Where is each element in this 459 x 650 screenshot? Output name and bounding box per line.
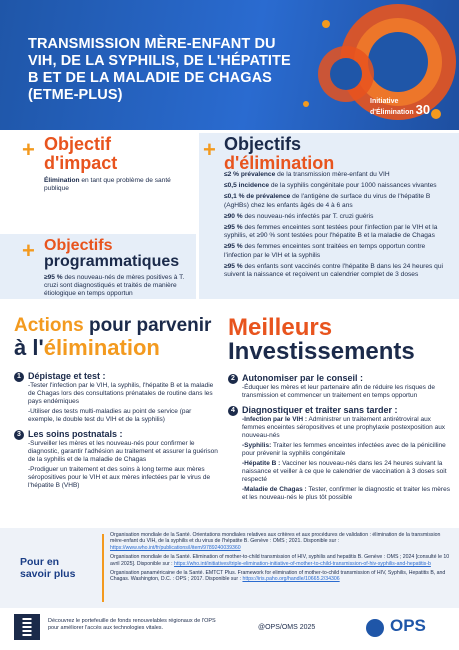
elimination-item xyxy=(224,263,449,279)
item-text: de la syphilis congénitale pour 1000 naissances vivantes xyxy=(269,182,437,190)
elimination-title: Objectifs d'élimination xyxy=(224,134,335,173)
screening-heading: 1 Dépistage et test : xyxy=(14,370,219,382)
item-bold: ≥95 % xyxy=(224,262,243,270)
reference-text: Organisation mondiale de la Santé. Orientations mondiales relatives aux critères et aux procédures de validation : élimination de la transmission mère-enfant du VIH, de la syphilis et du virus de l'hépatite B. Genève : OMS ; 2021. Disponible sur : xyxy=(110,532,441,545)
item-bold: -Maladie de Chagas : xyxy=(242,486,307,493)
reference-link[interactable]: https://who.int/initiatives/triple-elimination-initiative-of-mother-to-child-transmission-of-hiv-syphilis-and-hepatitis-b xyxy=(174,560,431,567)
postnatal-list xyxy=(28,440,219,490)
list-item: -Prodiguer un traitement et des soins à long terme aux mères séropositives pour le VIH et aux mères infectées par le virus de l'hépatite B (VHB) xyxy=(28,466,211,489)
actions-title: Actions pour parvenir xyxy=(14,315,212,336)
item-bold: ≥95 % xyxy=(224,243,243,251)
plus-icon: + xyxy=(203,137,216,162)
reference-text: Organisation mondiale de la Santé. Elimination of mother-to-child transmission of HIV, syphilis and hepatitis B. Genève : OMS ; 2024 [consulté le 10 avril 2025]. Disponible sur : xyxy=(110,554,450,567)
list-item xyxy=(242,416,453,440)
item-bold: -Infection par le VIH : xyxy=(242,416,308,423)
reference-item xyxy=(110,554,450,567)
badge-number: 30 xyxy=(415,102,431,117)
diagnose-list xyxy=(242,416,453,502)
actions-section: Actions pour parvenir à l'élimination 1 Dépistage et test : -Tester l'infection par le VIH, la syphilis, l'hépatite B et la maladie de Chagas lors des consultations prénatales de routine dans les pays endémiques -Utiliser des tests multi-maladies au point de service (par exemple, le double test du VIH et de la syphilis) 3 Les soins postnatals : -Surveiller les mères et les nouveau-nés pour confirmer le diagnostic, garantir l'adhésion au traitement et assurer la guérison de la syphilis et de la maladie de Chagas -Prodiguer un traitement et des soins à long terme aux mères séropositives pour le VIH et aux mères infectées par le virus de l'hépatite B (VHB) xyxy=(14,315,218,489)
list-item xyxy=(242,460,453,484)
copyright: @OPS/OMS 2025 xyxy=(258,624,316,631)
screening-list xyxy=(28,382,219,424)
reference-link[interactable]: https://www.who.int/fr/publications/i/item/9789240039360 xyxy=(110,544,241,551)
counseling-list xyxy=(242,384,453,400)
ops-logo[interactable]: OPS xyxy=(390,616,426,635)
item-text: Traiter les femmes enceintes infectées avec de la pénicilline pour prévenir la syphilis congénitale xyxy=(242,442,446,457)
globe-icon xyxy=(366,619,384,637)
reference-item xyxy=(110,570,450,583)
impact-objective-box xyxy=(0,133,196,231)
footer-text: Découvrez le portefeuille de fonds renouvelables régionaux de l'OPS pour améliorer l'accès aux technologies vitales. xyxy=(48,618,216,631)
programmatic-title: Objectifs programmatiques xyxy=(44,237,180,270)
references-list xyxy=(110,532,450,586)
page-title: TRANSMISSION MÈRE-ENFANT DU VIH, DE LA SYPHILIS, DE L'HÉPATITE B ET DE LA MALADIE DE CHAGAS (ETME-PLUS) xyxy=(28,36,291,103)
impact-title: Objectif d'impact xyxy=(44,134,118,173)
elimination-item xyxy=(224,213,449,221)
item-bold: ≤0,5 incidence xyxy=(224,182,270,190)
item-text: de la transmission mère-enfant du VIH xyxy=(275,171,390,178)
list-item xyxy=(242,486,453,502)
item-text: des enfants sont vaccinés contre l'hépatite B dans les 24 heures qui suivent la naissance et reçoivent un calendrier complet de 3 doses xyxy=(224,262,443,279)
header-banner xyxy=(0,0,459,130)
item-bold: ≤0,1 % de prévalence xyxy=(224,193,291,201)
list-item: -Tester l'infection par le VIH, la syphilis, l'hépatite B et la maladie de Chagas lors des consultations prénatales de routine dans les pays endémiques xyxy=(28,382,214,405)
diagnose-heading: 4 Diagnostiquer et traiter sans tarder : xyxy=(228,404,453,416)
plus-icon: + xyxy=(22,137,35,162)
plus-icon: + xyxy=(22,238,35,263)
list-item: -Surveiller les mères et les nouveau-nés pour confirmer le diagnostic, garantir l'adhésion au traitement et assurer la guérison de la syphilis et de la maladie de Chagas xyxy=(28,440,218,463)
programmatic-text: ≥95 % des nouveau-nés de mères positives à T. cruzi sont diagnostiqués et traités de manière étiologique en temps opportun xyxy=(44,274,185,298)
references-label: Pour en savoir plus xyxy=(20,556,76,580)
item-text: des femmes enceintes sont testées pour l'infection par le VIH et la syphilis, et ≥90 % sont testées pour l'hépatite B et la maladie de Chagas xyxy=(224,224,438,240)
reference-text: Organisation panaméricaine de la Santé. EMTCT Plus. Framework for elimination of mother-to-child transmission of HIV, Syphilis, Hepatitis B, and Chagas. Washington, D.C. : OPS ; 2017. Disponible sur : xyxy=(110,570,446,583)
investments-section xyxy=(228,316,453,504)
item-text: des femmes enceintes sont traitées en temps opportun contre l'infection par le VIH et la syphilis xyxy=(224,243,426,259)
elimination-objectives-box xyxy=(199,133,459,299)
reference-link[interactable]: https://iris.paho.org/handle/10665.2/34306 xyxy=(242,576,340,583)
item-text: Tester, confirmer le diagnostic et traiter les mères et les nouveau-nés le plus tôt possible xyxy=(242,486,450,501)
reference-item xyxy=(110,532,450,551)
footer xyxy=(0,610,459,650)
counseling-heading: 2 Autonomiser par le conseil : xyxy=(228,372,453,384)
item-text: des nouveau-nés infectés par T. cruzi guéris xyxy=(242,212,374,220)
elimination-list xyxy=(224,171,449,282)
item-bold: -Syphilis: xyxy=(242,442,272,449)
elimination-item xyxy=(224,193,449,209)
item-text: de l'antigène de surface du virus de l'hépatite B (AgHBs) chez les enfants âgés de 4 à 6 ans xyxy=(224,193,431,209)
item-text: Administrer un traitement antirétroviral aux femmes enceintes séropositives et une prophylaxie postexposition aux nouveau-nés xyxy=(242,416,446,439)
elimination-item xyxy=(224,182,449,190)
item-bold: ≥95 % xyxy=(224,224,243,232)
qr-code-icon[interactable] xyxy=(14,614,40,640)
item-bold: -Hépatite B : xyxy=(242,460,281,467)
list-item: -Éduquer les mères et leur partenaire afin de réduire les risques de transmission et commencer un traitement en temps opportun xyxy=(242,384,435,399)
elimination-item xyxy=(224,243,449,259)
references-box xyxy=(0,528,459,608)
elimination-item xyxy=(224,224,449,240)
list-item: -Utiliser des tests multi-maladies au point de service (par exemple, le double test du VIH et de la syphilis) xyxy=(28,408,192,423)
divider xyxy=(102,534,104,602)
programmatic-objectives-box xyxy=(0,234,196,299)
initiative-badge: Initiative d'Élimination 30 xyxy=(370,98,431,117)
list-item xyxy=(242,442,453,458)
impact-text: Élimination en tant que problème de santé publique xyxy=(44,177,171,193)
postnatal-heading: 3 Les soins postnatals : xyxy=(14,428,219,440)
item-bold: ≤2 % prévalence xyxy=(224,171,276,178)
item-bold: ≥90 % xyxy=(224,212,243,220)
elimination-item xyxy=(224,171,449,179)
investments-title: Meilleurs Investissements xyxy=(228,314,415,365)
item-text: Vacciner les nouveau-nés dans les 24 heures suivant la naissance et veiller à ce que le calendrier de vaccination à 3 doses soit respecté xyxy=(242,460,447,483)
